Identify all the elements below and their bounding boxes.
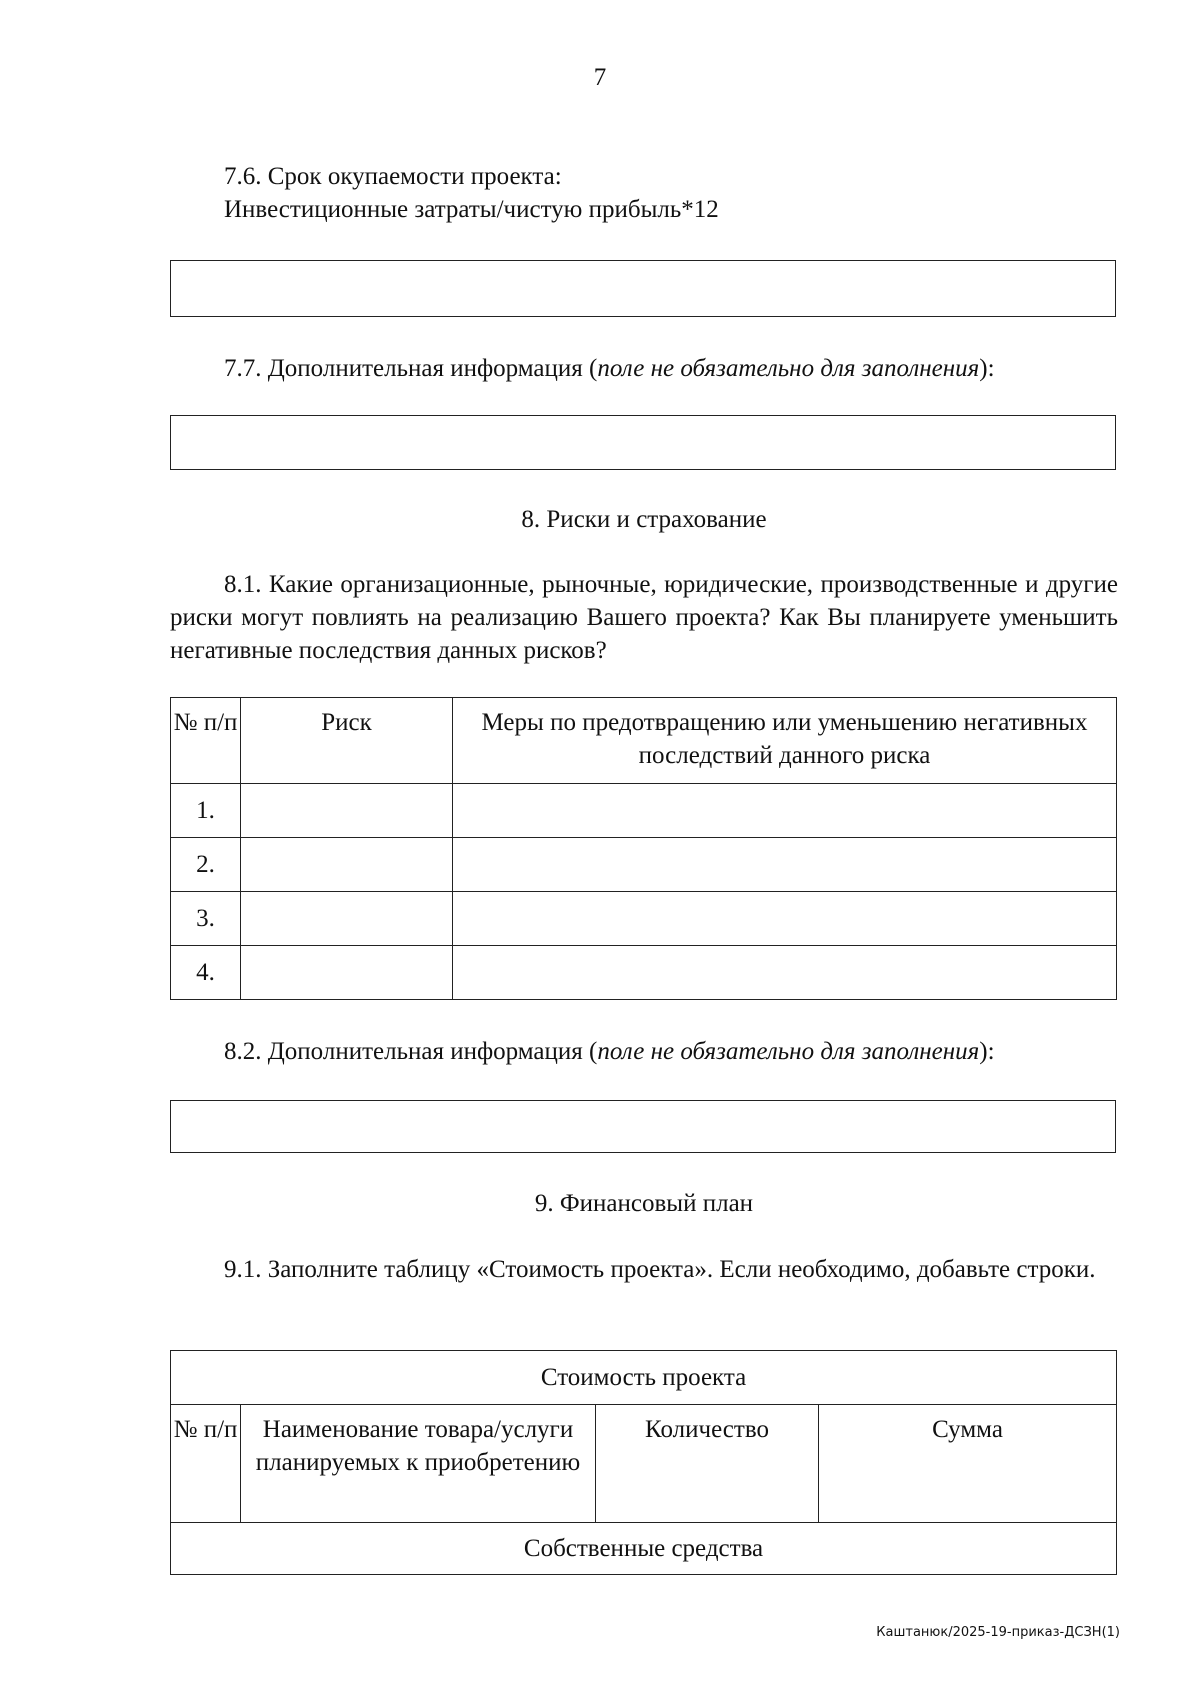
header-item-name: Наименование товара/услуги планируемых к приобретению <box>241 1405 596 1523</box>
table-row <box>171 838 1117 892</box>
section-8-2-label: 8.2. Дополнительная информация (поле не обязательно для заполнения): <box>224 1038 995 1065</box>
header-number: № п/п <box>171 1405 241 1523</box>
additional-info-7-7-field[interactable] <box>170 415 1116 470</box>
project-cost-table <box>170 1350 1117 1575</box>
optional-note: поле не обязательно для заполнения <box>597 355 980 382</box>
risks-table <box>170 697 1117 1000</box>
section-8-heading: 8. Риски и страхование <box>521 506 767 533</box>
payback-period-field[interactable] <box>170 260 1116 317</box>
row-number: 1. <box>171 784 241 838</box>
risk-cell[interactable] <box>241 784 453 838</box>
header-risk: Риск <box>241 698 453 784</box>
additional-info-8-2-field[interactable] <box>170 1100 1116 1153</box>
cost-table-title: Стоимость проекта <box>171 1351 1117 1405</box>
own-funds-row <box>171 1523 1117 1575</box>
section-7-6-title: 7.6. Срок окупаемости проекта: <box>224 163 562 190</box>
table-row <box>171 946 1117 1000</box>
risk-cell[interactable] <box>241 946 453 1000</box>
own-funds-label: Собственные средства <box>171 1523 1117 1575</box>
header-number: № п/п <box>171 698 241 784</box>
document-footer-id: Каштанюк/2025-19-приказ-ДСЗН(1) <box>876 1625 1120 1640</box>
header-sum: Сумма <box>819 1405 1117 1523</box>
measures-cell[interactable] <box>453 784 1117 838</box>
section-9-heading: 9. Финансовый план <box>534 1190 754 1217</box>
row-number: 2. <box>171 838 241 892</box>
table-row <box>171 784 1117 838</box>
optional-note: поле не обязательно для заполнения <box>597 1038 980 1065</box>
section-9-1-question: 9.1. Заполните таблицу «Стоимость проекта». Если необходимо, добавьте строки. <box>224 1256 1096 1283</box>
risks-table-header <box>171 698 1117 784</box>
header-measures: Меры по предотвращению или уменьшению негативных последствий данного риска <box>453 698 1117 784</box>
section-8-1-question: 8.1. Какие организационные, рыночные, юридические, производственные и другие риски могут повлиять на реализацию Вашего проекта? Как Вы планируете уменьшить негативные последствия данных рисков? <box>170 571 1118 664</box>
section-7-6-formula: Инвестиционные затраты/чистую прибыль*12 <box>224 196 719 223</box>
page-number: 7 <box>593 64 607 91</box>
row-number: 4. <box>171 946 241 1000</box>
section-7-6 <box>170 160 1118 226</box>
table-row <box>171 892 1117 946</box>
measures-cell[interactable] <box>453 892 1117 946</box>
measures-cell[interactable] <box>453 946 1117 1000</box>
row-number: 3. <box>171 892 241 946</box>
risk-cell[interactable] <box>241 838 453 892</box>
section-7-7-label: 7.7. Дополнительная информация (поле не обязательно для заполнения): <box>224 355 995 382</box>
cost-table-header <box>171 1405 1117 1523</box>
header-quantity: Количество <box>596 1405 819 1523</box>
risk-cell[interactable] <box>241 892 453 946</box>
measures-cell[interactable] <box>453 838 1117 892</box>
cost-table-title-row <box>171 1351 1117 1405</box>
